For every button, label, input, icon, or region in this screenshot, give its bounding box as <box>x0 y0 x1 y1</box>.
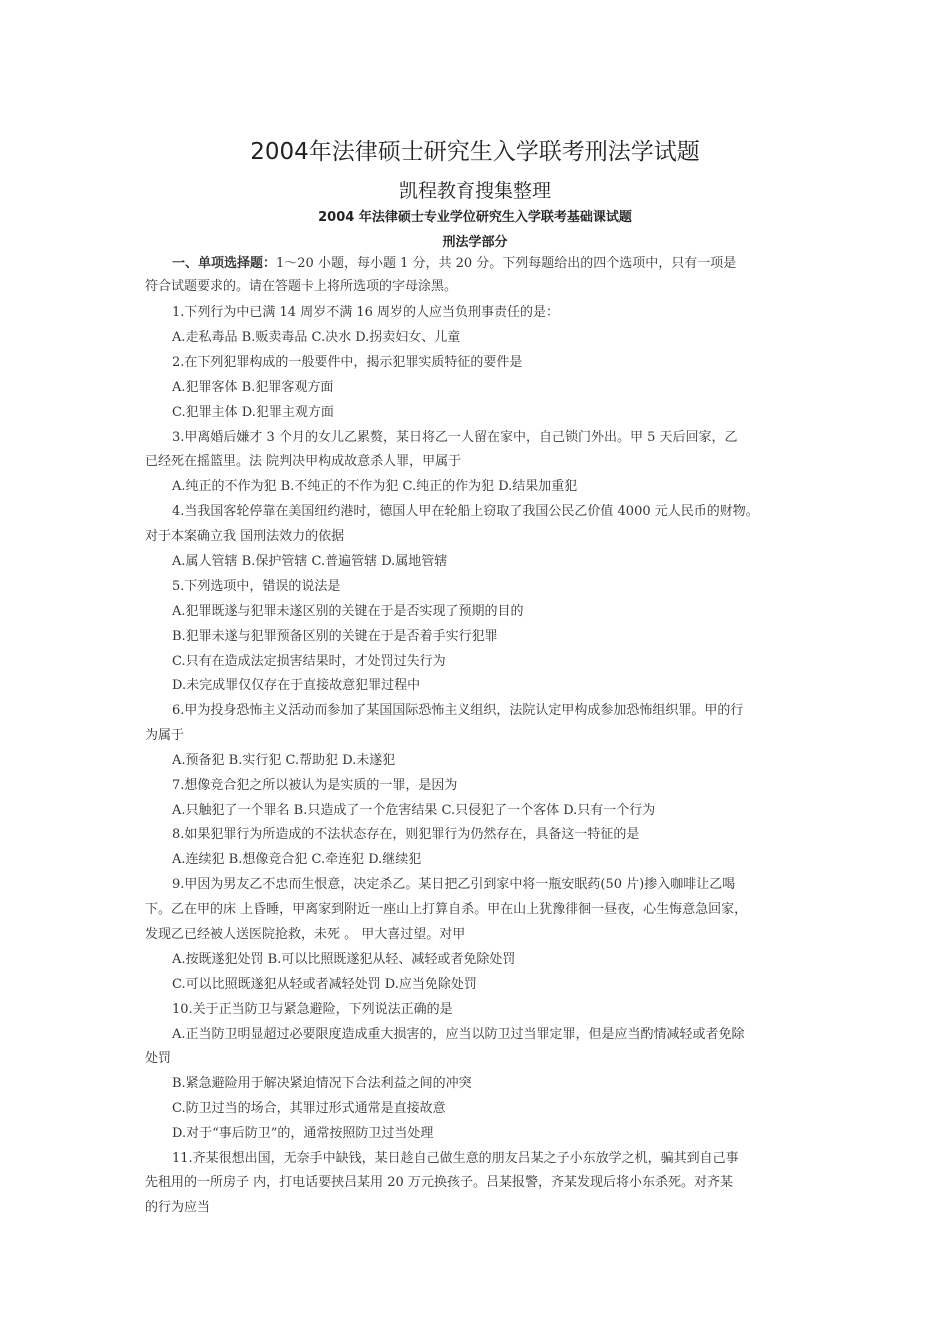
question-line: 已经死在摇篮里。法 院判决甲构成故意杀人罪，甲属于 <box>145 454 462 469</box>
exam-heading: 2004 年法律硕士专业学位研究生入学联考基础课试题 <box>318 210 632 225</box>
question-line: A.连续犯 B.想像竞合犯 C.牵连犯 D.继续犯 <box>172 852 422 867</box>
question-line: 3.甲离婚后嫌才 3 个月的女儿乙累赘，某日将乙一人留在家中，自己锁门外出。甲 5 天后回家，乙 <box>172 430 738 445</box>
question-line: 5.下列选项中，错误的说法是 <box>172 579 341 594</box>
question-line: D.对于“事后防卫”的，通常按照防卫过当处理 <box>172 1126 434 1141</box>
instructions-label: 一、单项选择题： <box>172 256 277 271</box>
question-line: 为属于 <box>145 728 185 743</box>
question-line: A.预备犯 B.实行犯 C.帮助犯 D.未遂犯 <box>172 753 396 768</box>
question-line: C.犯罪主体 D.犯罪主观方面 <box>172 405 334 420</box>
question-line: B.紧急避险用于解决紧迫情况下合法利益之间的冲突 <box>172 1076 472 1091</box>
question-line: C.可以比照既遂犯从轻或者减轻处罚 D.应当免除处罚 <box>172 977 477 992</box>
question-line: 10.关于正当防卫与紧急避险，下列说法正确的是 <box>172 1002 453 1017</box>
question-line: A.正当防卫明显超过必要限度造成重大损害的，应当以防卫过当罪定罪，但是应当酌情减轻或者免除 <box>172 1027 745 1042</box>
question-line: 处罚 <box>145 1051 172 1066</box>
question-line: A.纯正的不作为犯 B.不纯正的不作为犯 C.纯正的作为犯 D.结果加重犯 <box>172 479 578 494</box>
question-line: 6.甲为投身恐怖主义活动而参加了某国国际恐怖主义组织，法院认定甲构成参加恐怖组织罪。甲的行 <box>172 703 744 718</box>
question-line: 9.甲因为男友乙不忠而生恨意，决定杀乙。某日把乙引到家中将一瓶安眠药(50 片)掺入咖啡让乙喝 <box>172 877 736 892</box>
question-line: C.防卫过当的场合，其罪过形式通常是直接故意 <box>172 1101 446 1116</box>
question-line: A.按既遂犯处罚 B.可以比照既遂犯从轻、减轻或者免除处罚 <box>172 952 516 967</box>
question-line: 2.在下列犯罪构成的一般要件中，揭示犯罪实质特征的要件是 <box>172 355 523 370</box>
question-line: 先租用的一所房子 内，打电话要挟吕某用 20 万元换孩子。吕某报警，齐某发现后将小东杀死。对齐某 <box>145 1175 733 1190</box>
document-subtitle: 凯程教育搜集整理 <box>398 180 551 202</box>
instructions-line-2: 符合试题要求的。请在答题卡上将所选项的字母涂黑。 <box>145 279 458 294</box>
question-line: A.走私毒品 B.贩卖毒品 C.决水 D.拐卖妇女、儿童 <box>172 330 461 345</box>
instructions-text: 1～20 小题，每小题 1 分，共 20 分。下列每题给出的四个选项中，只有一项是 <box>276 256 737 271</box>
question-line: B.犯罪未遂与犯罪预备区别的关键在于是否着手实行犯罪 <box>172 629 498 644</box>
question-line: 11.齐某很想出国，无奈手中缺钱，某日趁自己做生意的朋友吕某之子小东放学之机，骗其到自己事 <box>172 1151 739 1166</box>
question-line: 7.想像竞合犯之所以被认为是实质的一罪，是因为 <box>172 778 458 793</box>
question-line: 1.下列行为中已满 14 周岁不满 16 周岁的人应当负刑事责任的是： <box>172 305 560 320</box>
question-line: A.只触犯了一个罪名 B.只造成了一个危害结果 C.只侵犯了一个客体 D.只有一个行为 <box>172 803 656 818</box>
question-line: 发现乙已经被人送医院抢救，未死 。 甲大喜过望。对甲 <box>145 927 466 942</box>
question-line: C.只有在造成法定损害结果时，才处罚过失行为 <box>172 654 446 669</box>
question-line: A.属人管辖 B.保护管辖 C.普遍管辖 D.属地管辖 <box>172 554 448 569</box>
question-line: 的行为应当 <box>145 1200 211 1215</box>
question-line: A.犯罪客体 B.犯罪客观方面 <box>172 380 334 395</box>
instructions-line <box>172 255 824 273</box>
question-line: A.犯罪既遂与犯罪未遂区别的关键在于是否实现了预期的目的 <box>172 604 524 619</box>
question-line: D.未完成罪仅仅存在于直接故意犯罪过程中 <box>172 678 421 693</box>
section-heading: 刑法学部分 <box>442 235 508 250</box>
question-line: 8.如果犯罪行为所造成的不法状态存在，则犯罪行为仍然存在，具备这一特征的是 <box>172 827 640 842</box>
document-title: 2004年法律硕士研究生入学联考刑法学试题 <box>250 139 700 165</box>
question-line: 对于本案确立我 国刑法效力的依据 <box>145 529 345 544</box>
question-line: 下。乙在甲的床 上昏睡，甲离家到附近一座山上打算自杀。甲在山上犹豫徘徊一昼夜，心生悔意急回家， <box>145 902 748 917</box>
question-line: 4.当我国客轮停靠在美国纽约港时，德国人甲在轮船上窃取了我国公民乙价值 4000 元人民币的财物。 <box>172 504 759 519</box>
